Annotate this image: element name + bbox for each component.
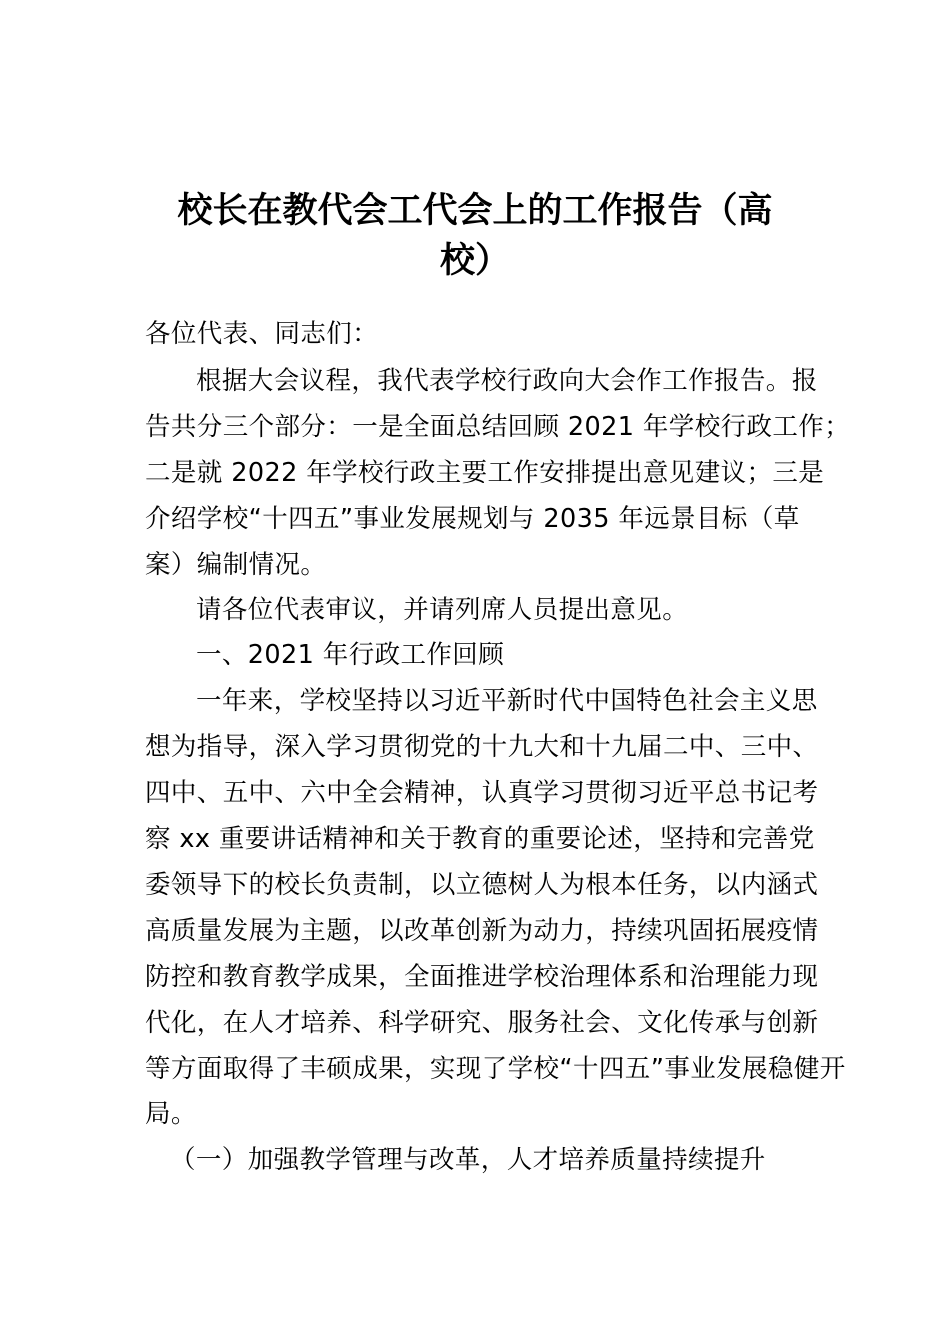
paragraph-line: 防控和教育教学成果，全面推进学校治理体系和治理能力现 (145, 962, 819, 992)
subsection-heading: （一）加强教学管理与改革，人才培养质量持续提升 (170, 1145, 766, 1175)
paragraph-line: 根据大会议程，我代表学校行政向大会作工作报告。报 (196, 366, 818, 396)
paragraph-line: 代化，在人才培养、科学研究、服务社会、文化传承与创新 (145, 1008, 819, 1038)
paragraph-line: 二是就 2022 年学校行政主要工作安排提出意见建议；三是 (145, 458, 825, 488)
paragraph-line: 局。 (145, 1099, 197, 1129)
document-title-line-2: 校） (439, 241, 510, 281)
paragraph-line: 案）编制情况。 (145, 550, 327, 580)
paragraph-line: 等方面取得了丰硕成果，实现了学校“十四五”事业发展稳健开 (145, 1054, 846, 1084)
paragraph-line: 委领导下的校长负责制，以立德树人为根本任务，以内涵式 (145, 870, 819, 900)
paragraph-line: 察 xx 重要讲话精神和关于教育的重要论述，坚持和完善党 (145, 824, 815, 854)
paragraph-line: 一年来，学校坚持以习近平新时代中国特色社会主义思 (196, 686, 818, 716)
paragraph-line: 想为指导，深入学习贯彻党的十九大和十九届二中、三中、 (145, 732, 819, 762)
paragraph-line: 告共分三个部分：一是全面总结回顾 2021 年学校行政工作； (145, 412, 851, 442)
salutation: 各位代表、同志们： (145, 319, 379, 349)
paragraph-line: 四中、五中、六中全会精神，认真学习贯彻习近平总书记考 (145, 778, 819, 808)
paragraph-line: 高质量发展为主题，以改革创新为动力，持续巩固拓展疫情 (145, 916, 819, 946)
paragraph-line: 介绍学校“十四五”事业发展规划与 2035 年远景目标（草 (145, 504, 800, 534)
document-title-line-1: 校长在教代会工代会上的工作报告（高 (177, 191, 773, 231)
section-heading: 一、2021 年行政工作回顾 (196, 640, 505, 670)
paragraph-line: 请各位代表审议，并请列席人员提出意见。 (196, 595, 689, 625)
